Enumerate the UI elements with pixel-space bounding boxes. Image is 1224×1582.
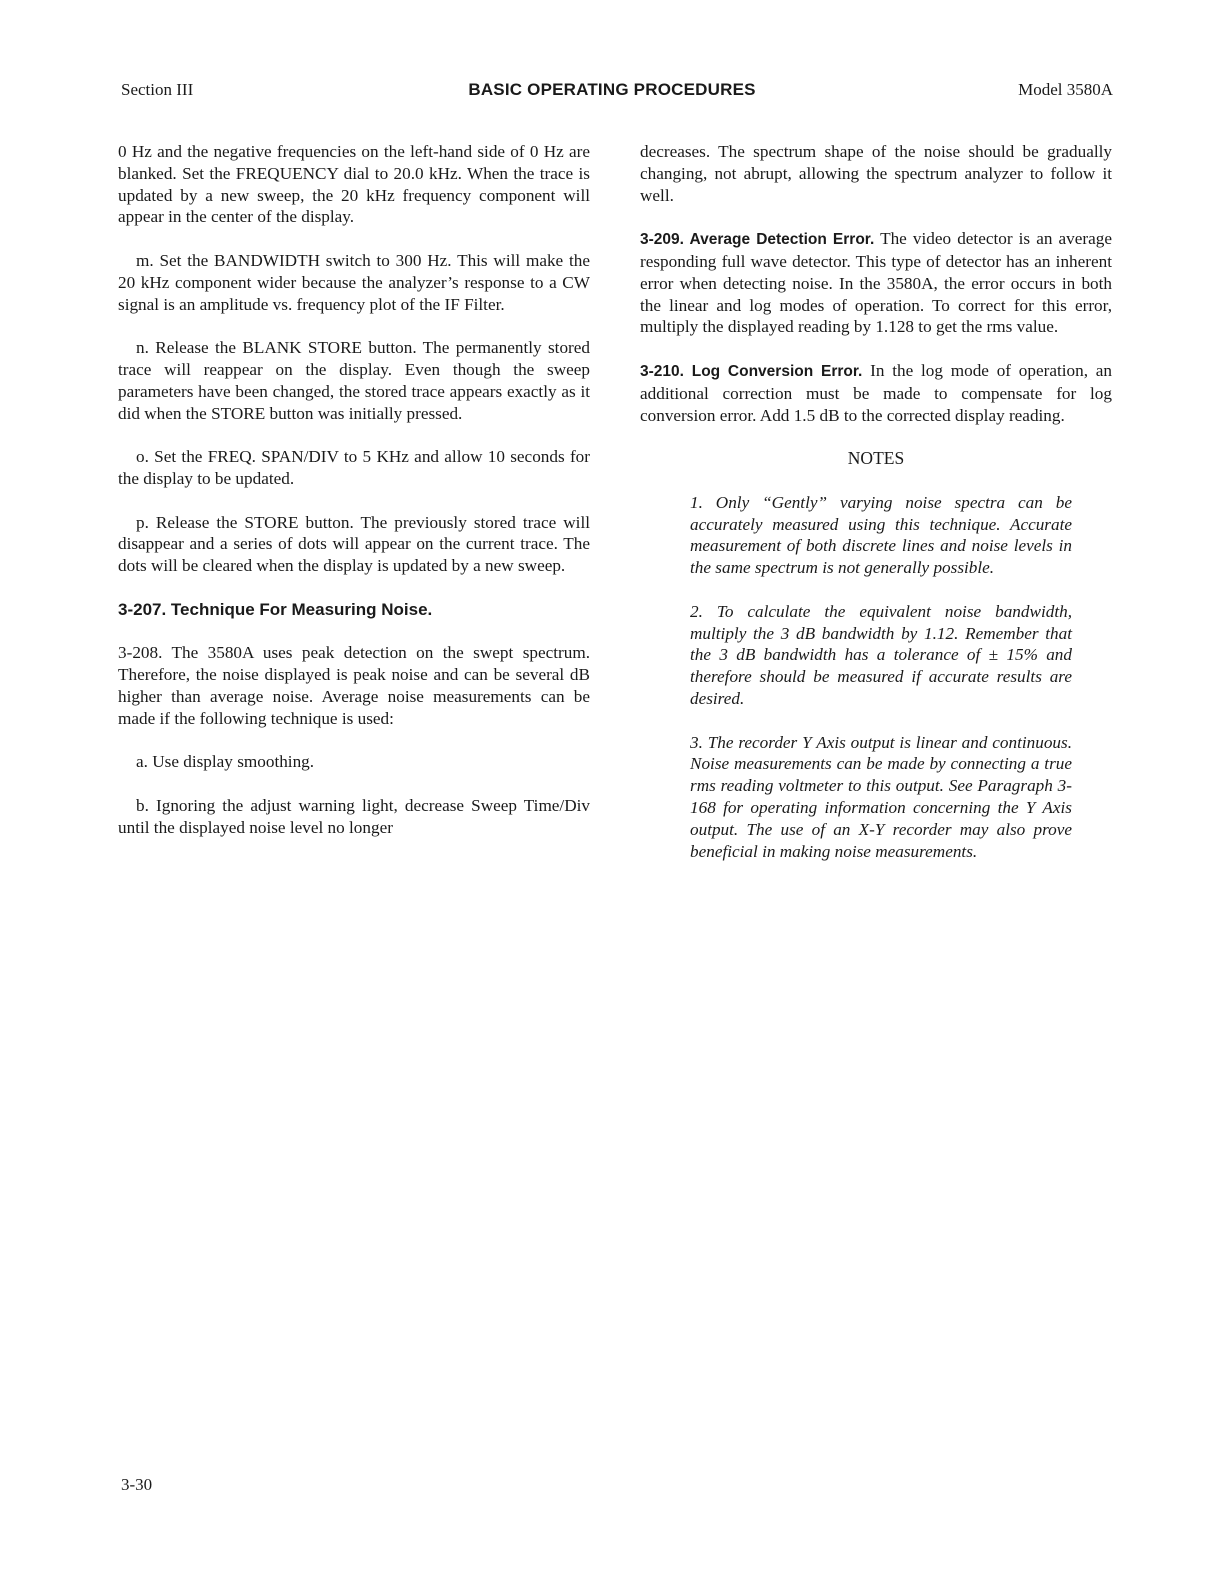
- step-m: m. Set the BANDWIDTH switch to 300 Hz. This will make the 20 kHz component wider because the analyzer’s response to a CW signal is an amplitude vs. frequency plot of the IF Filter.: [118, 250, 590, 314]
- right-column: [640, 141, 1112, 862]
- step-a: a. Use display smoothing.: [136, 752, 315, 772]
- step-b: b. Ignoring the adjust warning light, decrease Sweep Time/Div until the displayed noise level no longer: [118, 795, 590, 837]
- heading-3-210: 3-210. Log Conversion Error.: [640, 362, 863, 380]
- heading-3-207: 3-207. Technique For Measuring Noise.: [118, 599, 433, 619]
- step-p: p. Release the STORE button. The previously stored trace will disappear and a series of dots will appear on the current trace. The dots will be cleared when the display is updated by a new sweep.: [118, 512, 590, 576]
- model-label: Model 3580A: [1018, 80, 1113, 99]
- page-number: 3-30: [121, 1475, 153, 1494]
- note-2: 2. To calculate the equivalent noise bandwidth, multiply the 3 dB bandwidth by 1.12. Remember that the 3 dB bandwidth has a tolerance of ± 15% and therefore should be measured if accurate results are desired.: [690, 601, 1072, 708]
- step-n: n. Release the BLANK STORE button. The permanently stored trace will reappear on the display. Even though the sweep parameters have been changed, the stored trace appears exactly as it did when the STORE button was initially pressed.: [118, 338, 590, 423]
- left-column: [118, 141, 590, 839]
- section-label: Section III: [121, 80, 194, 99]
- note-3: 3. The recorder Y Axis output is linear and continuous. Noise measurements can be made by connecting a true rms reading voltmeter to this output. See Paragraph 3-168 for operating information concerning the Y Axis output. The use of an X-Y recorder may also prove beneficial in making noise measurements.: [690, 732, 1072, 861]
- paragraph-3-208: 3-208. The 3580A uses peak detection on the swept spectrum. Therefore, the noise displayed is peak noise and can be several dB higher than average noise. Average noise measurements can be made if the following technique is used:: [118, 643, 590, 728]
- text-3-209: The video detector is an average responding full wave detector. This type of detector has an inherent error when detecting noise. In the 3580A, the error occurs in both the linear and log modes of operation. To correct for this error, multiply the displayed reading by 1.128 to get the rms value.: [640, 229, 1112, 337]
- paragraph-continuation: 0 Hz and the negative frequencies on the left-hand side of 0 Hz are blanked. Set the FREQUENCY dial to 20.0 kHz. When the trace is updated by a new sweep, the 20 kHz frequency component will appear in the center of the display.: [118, 142, 590, 227]
- heading-3-209: 3-209. Average Detection Error.: [640, 231, 875, 249]
- paragraph-continuation-right: decreases. The spectrum shape of the noise should be gradually changing, not abrupt, allowing the spectrum analyzer to follow it well.: [640, 142, 1112, 205]
- text-3-210: In the log mode of operation, an additional correction must be made to compensate for log conversion error. Add 1.5 dB to the corrected display reading.: [640, 360, 1112, 425]
- notes-title: NOTES: [847, 448, 905, 469]
- note-1: 1. Only “Gently” varying noise spectra can be accurately measured using this technique. Accurate measurement of both discrete lines and noise levels in the same spectrum is not generally possible.: [690, 492, 1072, 578]
- paragraph-3-210: [640, 360, 1112, 426]
- step-o: o. Set the FREQ. SPAN/DIV to 5 KHz and allow 10 seconds for the display to be updated.: [118, 447, 590, 488]
- page-title: BASIC OPERATING PROCEDURES: [468, 80, 756, 99]
- paragraph-3-209: [640, 228, 1112, 338]
